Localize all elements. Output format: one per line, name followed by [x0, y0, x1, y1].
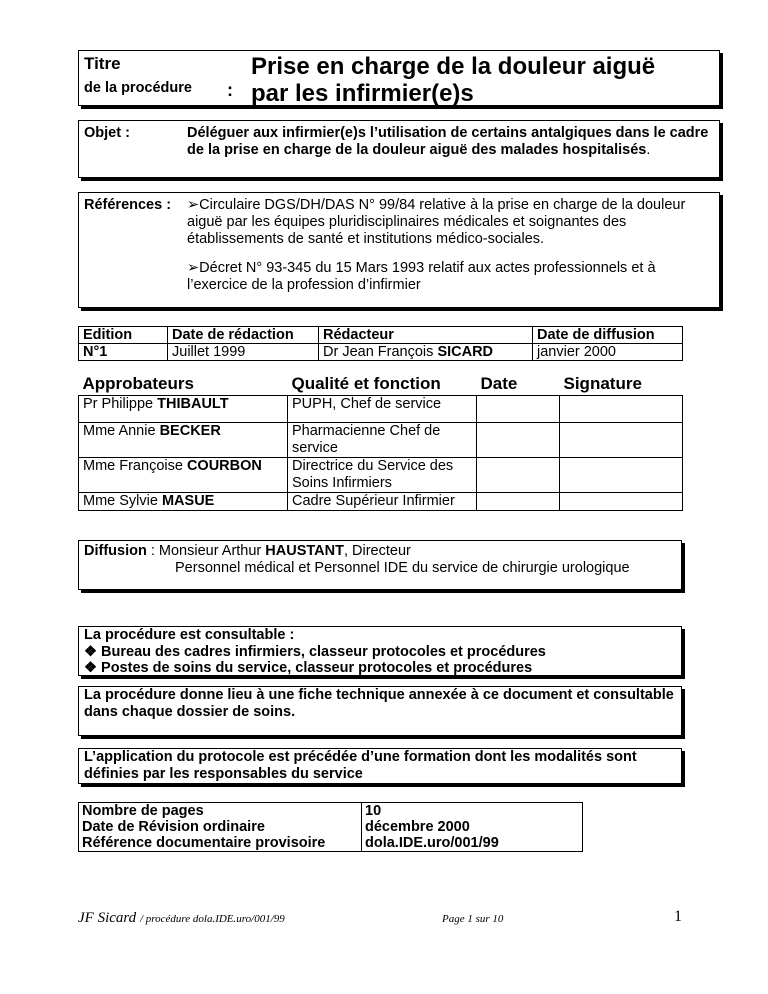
nombre-pages-label: Nombre de pages	[82, 803, 204, 819]
diamond-bullet-icon: ❖	[84, 644, 97, 660]
approbateur-surname: MASUE	[161, 493, 215, 509]
edition-value: N°1	[79, 344, 168, 361]
consultable-item-text: Bureau des cadres infirmiers, classeur protocoles et procédures	[101, 644, 546, 660]
approbateur-name	[79, 423, 288, 458]
redacteur-value	[319, 344, 533, 361]
diffusion-line1	[84, 543, 411, 559]
diamond-bullet-icon: ❖	[84, 660, 97, 676]
approbateur-prefix: Mme Sylvie	[83, 493, 162, 509]
approbateur-fonction: Directrice du Service des Soins Infirmiers	[288, 458, 477, 493]
approbateurs-table	[78, 373, 683, 511]
approbateur-name	[79, 458, 288, 493]
edition-table	[78, 326, 683, 361]
reference-value: dola.IDE.uro/001/99	[365, 835, 499, 851]
references-label: Références :	[84, 197, 172, 213]
arrow-bullet-icon: ➢	[187, 260, 200, 276]
diffusion-suffix: , Directeur	[343, 543, 411, 559]
diffusion-name: HAUSTANT	[265, 543, 344, 559]
approbateur-date	[477, 396, 560, 423]
edition-header-row	[79, 327, 683, 344]
table-row	[79, 803, 583, 852]
fiche-text: La procédure donne lieu à une fiche technique annexée à ce document et consultable dans chaque dossier de soins.	[84, 687, 674, 720]
objet-text	[187, 125, 712, 159]
title-label: Titre	[84, 54, 121, 73]
date-header: Date	[480, 374, 518, 393]
table-row	[79, 396, 683, 423]
edition-value-row	[79, 344, 683, 361]
doc-info-values	[362, 803, 583, 852]
approbateurs-header-row	[79, 373, 683, 396]
consultable-item-text: Postes de soins du service, classeur protocoles et procédures	[101, 660, 533, 676]
nombre-pages-value: 10	[365, 803, 382, 819]
approbateur-fonction: Pharmacienne Chef de service	[288, 423, 477, 458]
reference-text: Décret N° 93-345 du 15 Mars 1993 relatif aux actes professionnels et à l’exercice de la profession d’infirmier	[187, 260, 656, 293]
date-redaction-value: Juillet 1999	[168, 344, 319, 361]
objet-box	[78, 120, 720, 178]
approbateur-name	[79, 396, 288, 423]
redacteur-prefix: Dr Jean François	[323, 344, 438, 360]
approbateur-fonction: PUPH, Chef de service	[288, 396, 477, 423]
diffusion-box	[78, 540, 682, 590]
table-row	[79, 493, 683, 511]
title-sublabel: de la procédure	[84, 80, 192, 96]
doc-info-labels	[79, 803, 362, 852]
procedure-title	[251, 53, 655, 107]
formation-box	[78, 748, 682, 784]
date-diffusion-value: janvier 2000	[533, 344, 683, 361]
reference-text: Circulaire DGS/DH/DAS N° 99/84 relative à la prise en charge de la douleur aiguë par les équipes pluridisciplinaires médicales et soignantes des établissements de santé et institutions médico-sociales.	[187, 197, 686, 247]
footer-author-name: JF Sicard	[78, 910, 137, 926]
approbateur-prefix: Mme Annie	[83, 423, 160, 439]
references-box	[78, 192, 720, 308]
footer-author	[78, 910, 285, 927]
signature-header: Signature	[563, 374, 642, 393]
list-item	[84, 660, 532, 676]
approbateur-signature	[560, 423, 683, 458]
fiche-box	[78, 686, 682, 736]
approbateur-signature	[560, 458, 683, 493]
approbateur-signature	[560, 493, 683, 511]
approbateur-date	[477, 458, 560, 493]
objet-text-end: .	[646, 142, 651, 158]
consultable-box	[78, 626, 682, 676]
procedure-title-line2: par les infirmier(e)s	[251, 80, 474, 107]
redacteur-header: Rédacteur	[319, 327, 533, 344]
title-colon: :	[227, 80, 233, 100]
date-revision-value: décembre 2000	[365, 819, 470, 835]
doc-info-table	[78, 802, 583, 852]
redacteur-name: SICARD	[437, 344, 494, 360]
list-item	[84, 644, 546, 660]
reference-item	[187, 197, 717, 248]
formation-text: L’application du protocole est précédée d’une formation dont les modalités sont définies par les responsables du service	[84, 749, 637, 782]
reference-item	[187, 260, 717, 294]
approbateur-prefix: Pr Philippe	[83, 396, 158, 412]
title-box	[78, 50, 720, 106]
footer-page-text: Page 1 sur 10	[442, 913, 504, 925]
approbateur-surname: BECKER	[159, 423, 221, 439]
approbateur-date	[477, 423, 560, 458]
edition-header: Edition	[79, 327, 168, 344]
diffusion-line2: Personnel médical et Personnel IDE du service de chirurgie urologique	[175, 560, 630, 576]
procedure-title-line1: Prise en charge de la douleur aiguë	[251, 53, 656, 80]
approbateur-prefix: Mme Françoise	[83, 458, 187, 474]
diffusion-label: Diffusion	[84, 543, 147, 559]
footer-procedure: / procédure dola.IDE.uro/001/99	[139, 913, 285, 925]
approbateur-fonction: Cadre Supérieur Infirmier	[288, 493, 477, 511]
approbateur-signature	[560, 396, 683, 423]
approbateur-name	[79, 493, 288, 511]
arrow-bullet-icon: ➢	[187, 197, 200, 213]
approbateur-surname: THIBAULT	[157, 396, 229, 412]
footer-page-number: 1	[674, 908, 682, 925]
approbateur-surname: COURBON	[186, 458, 262, 474]
qualite-header: Qualité et fonction	[291, 374, 441, 393]
table-row	[79, 423, 683, 458]
reference-label: Référence documentaire provisoire	[82, 835, 326, 851]
date-diffusion-header: Date de diffusion	[533, 327, 683, 344]
approbateurs-header: Approbateurs	[82, 374, 194, 393]
objet-label: Objet :	[84, 125, 130, 141]
table-row	[79, 458, 683, 493]
approbateur-date	[477, 493, 560, 511]
consultable-title: La procédure est consultable :	[84, 627, 295, 643]
objet-text-main: Déléguer aux infirmier(e)s l’utilisation de certains antalgiques dans le cadre de la prise en charge de la douleur aiguë des malades hospitalisés	[187, 125, 709, 158]
date-redaction-header: Date de rédaction	[168, 327, 319, 344]
date-revision-label: Date de Révision ordinaire	[82, 819, 265, 835]
diffusion-prefix: : Monsieur Arthur	[146, 543, 266, 559]
